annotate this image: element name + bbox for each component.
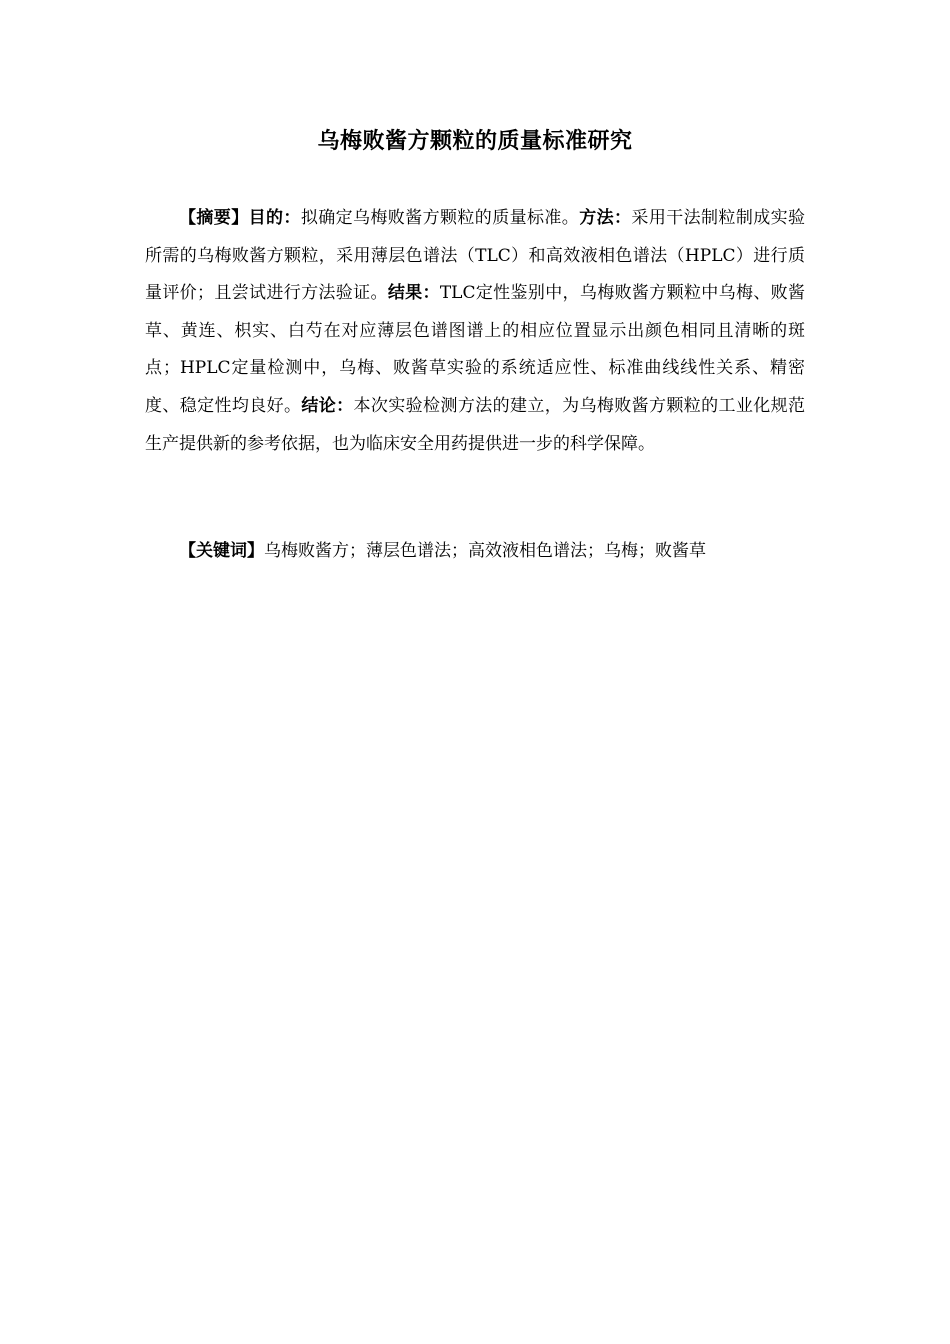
abstract-heading: 【摘要】 <box>179 208 249 228</box>
paper-title: 乌梅败酱方颗粒的质量标准研究 <box>317 129 633 154</box>
abstract-paragraph <box>145 200 805 463</box>
objective-text: 拟确定乌梅败酱方颗粒的质量标准。 <box>300 208 580 228</box>
objective-label: 目的： <box>248 208 301 228</box>
method-label: 方法： <box>579 208 632 228</box>
result-text: TLC定性鉴别中，乌梅败酱方颗粒中乌梅、败酱草、黄连、枳实、白芍在对应薄层色谱图谱上的相应位置显示出颜色相同且清晰的斑点；HPLC定量检测中，乌梅、败酱草实验的系统适应性、标准曲线线性关系、精密度、稳定性均良好。 <box>145 283 806 416</box>
method-text: 采用干法制粒制成实验所需的乌梅败酱方颗粒，采用薄层色谱法（TLC）和高效液相色谱法（HPLC）进行质量评价；且尝试进行方法验证。 <box>145 208 806 304</box>
keywords-text: 乌梅败酱方；薄层色谱法；高效液相色谱法；乌梅；败酱草 <box>264 541 706 561</box>
keywords-line <box>145 533 805 571</box>
conclusion-label: 结论： <box>301 395 354 416</box>
result-label: 结果： <box>387 283 440 304</box>
keywords-heading: 【关键词】 <box>179 541 264 561</box>
conclusion-text: 本次实验检测方法的建立，为乌梅败酱方颗粒的工业化规范生产提供新的参考依据，也为临床安全用药提供进一步的科学保障。 <box>145 395 806 454</box>
